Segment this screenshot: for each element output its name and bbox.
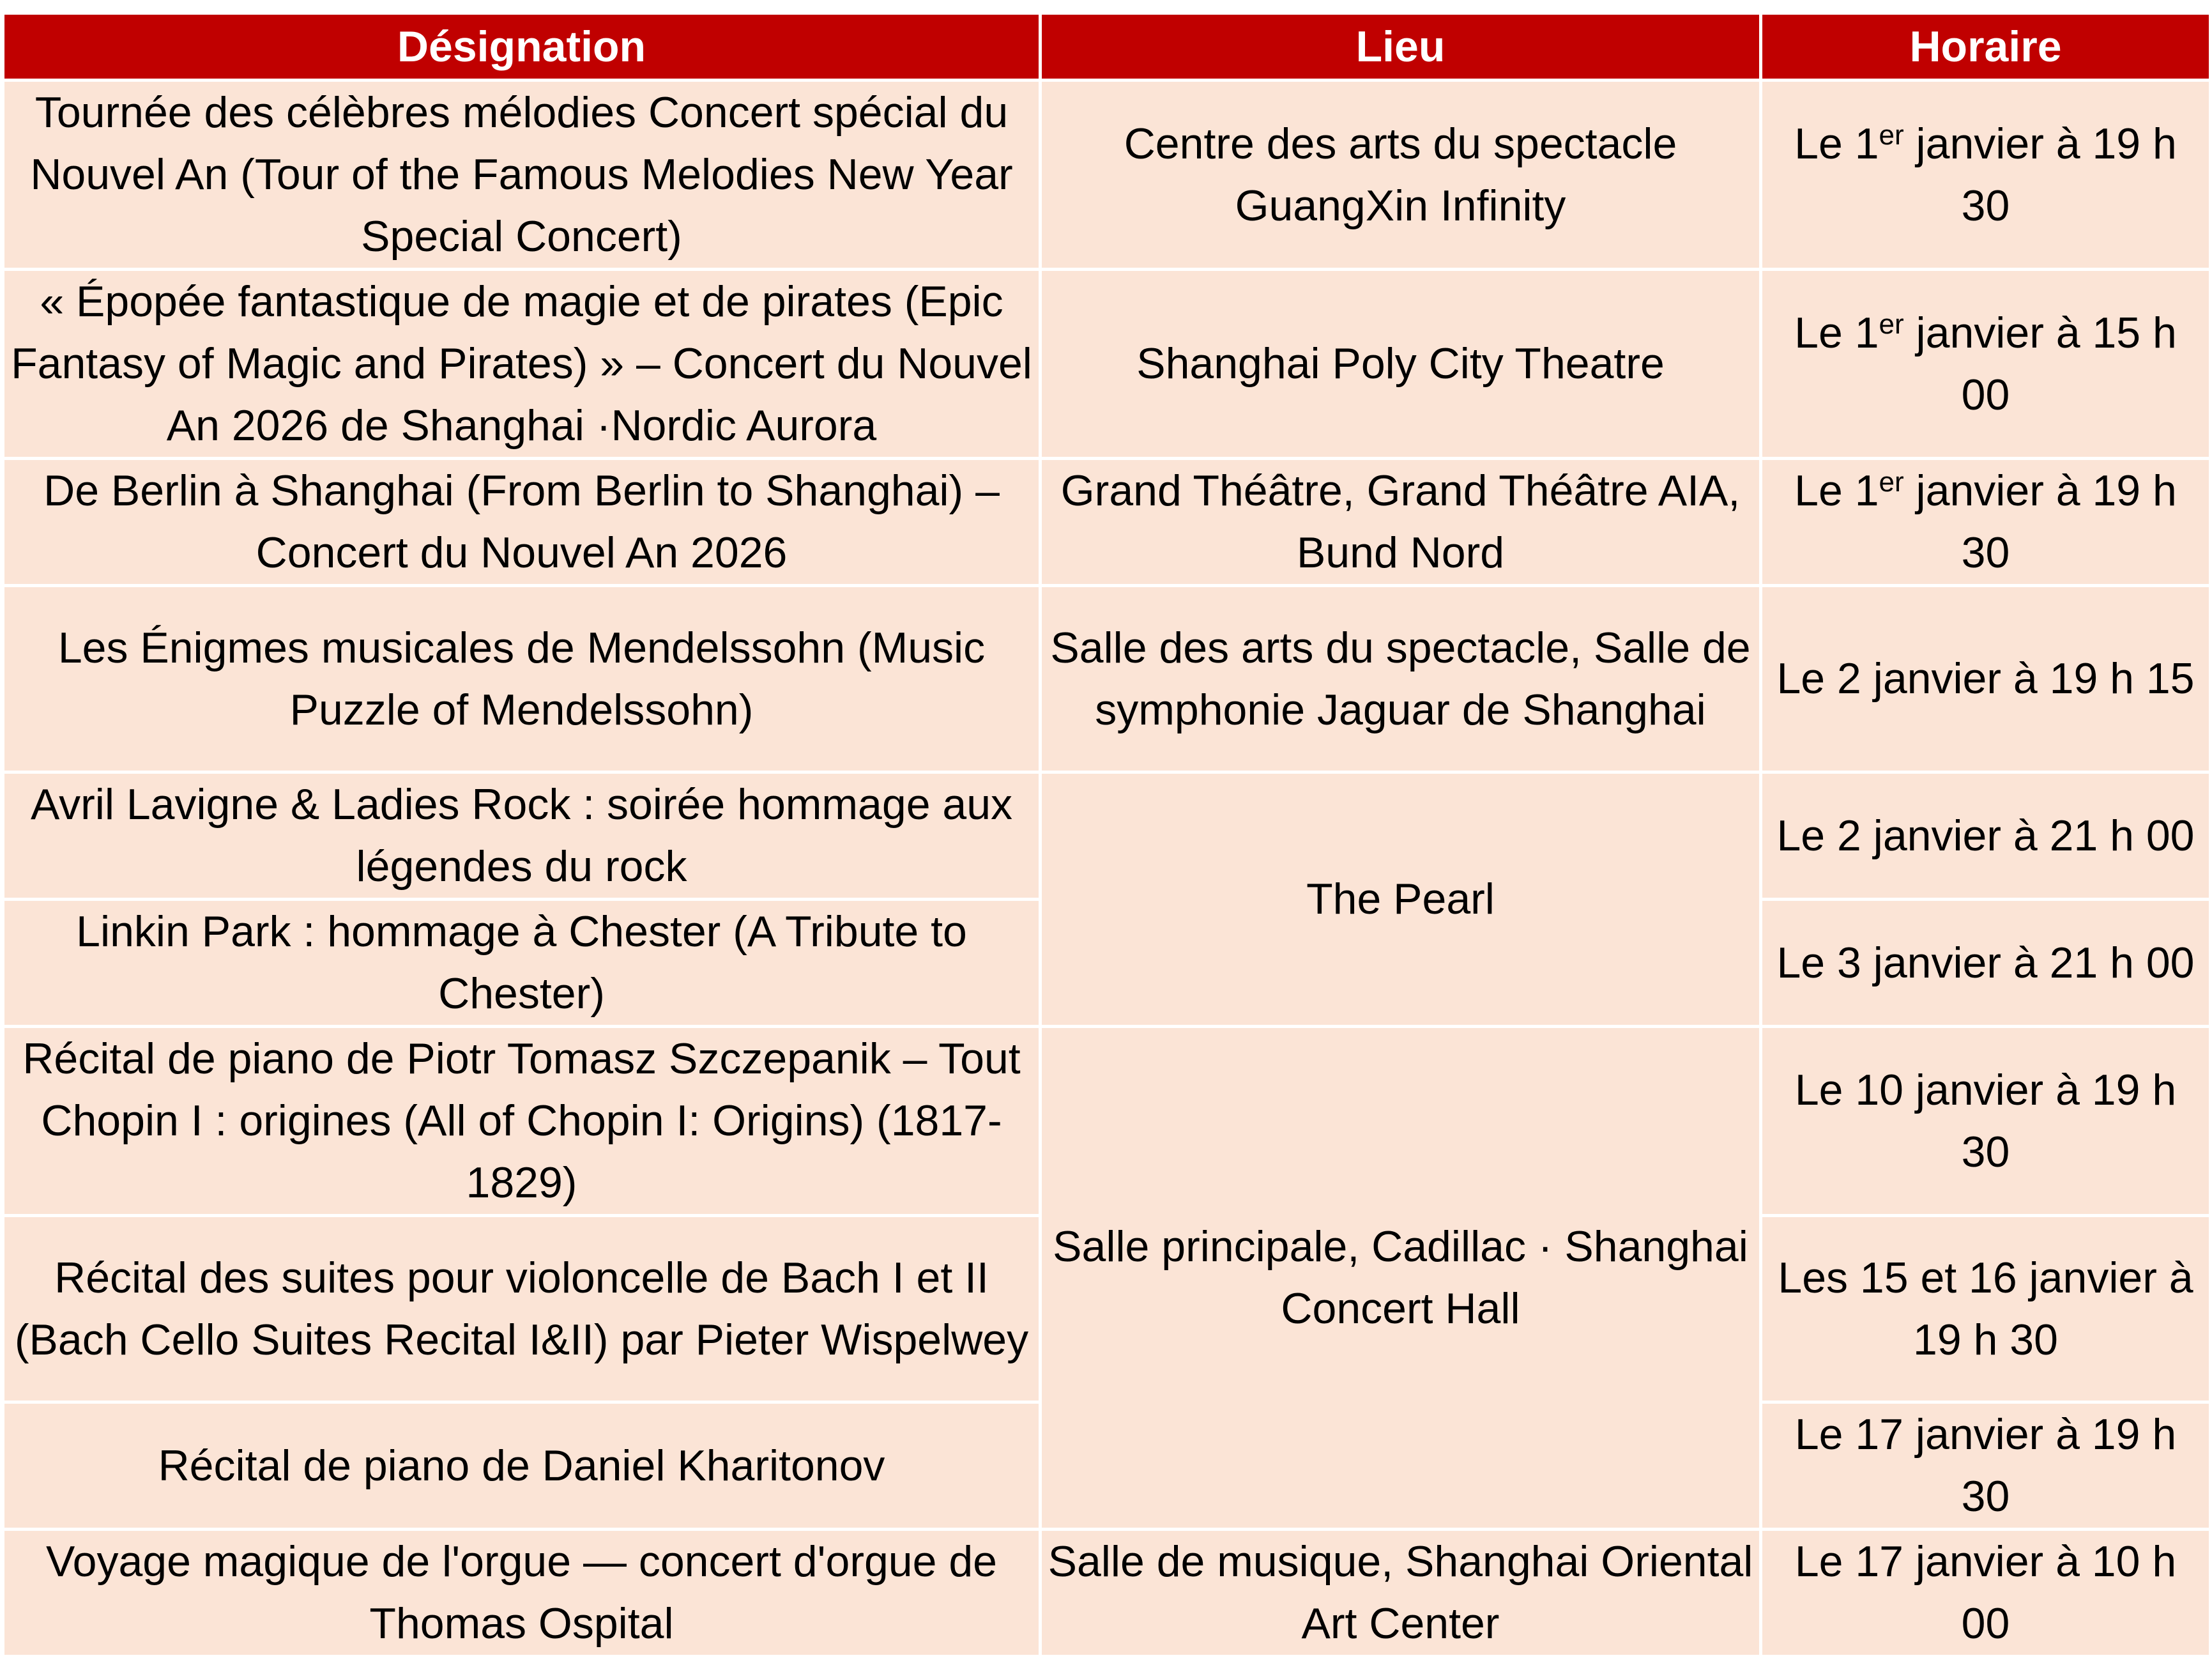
lieu-cell: Grand Théâtre, Grand Théâtre AIA, Bund Nord [1041, 459, 1761, 586]
horaire-cell: Le 2 janvier à 19 h 15 [1761, 586, 2211, 772]
designation-cell: « Épopée fantastique de magie et de pirates (Epic Fantasy of Magic and Pirates) » – Concert du Nouvel An 2026 de Shanghai ·Nordic Aurora [3, 270, 1041, 459]
lieu-cell: Salle de musique, Shanghai Oriental Art Center [1041, 1530, 1761, 1657]
ordinal-suffix: er [1879, 308, 1904, 340]
horaire-cell [1761, 270, 2211, 459]
horaire-text: Le 1 [1794, 119, 1879, 168]
designation-cell: Avril Lavigne & Ladies Rock : soirée hommage aux légendes du rock [3, 772, 1041, 900]
table-row [3, 270, 2211, 459]
designation-cell: Les Énigmes musicales de Mendelssohn (Music Puzzle of Mendelssohn) [3, 586, 1041, 772]
header-lieu: Lieu [1041, 13, 1761, 81]
horaire-text: janvier à 19 h 30 [1903, 119, 2177, 230]
table-row [3, 586, 2211, 772]
lieu-cell: Shanghai Poly City Theatre [1041, 270, 1761, 459]
events-table [1, 12, 2212, 1658]
table-row [3, 81, 2211, 270]
ordinal-suffix: er [1879, 466, 1904, 498]
designation-cell: Récital de piano de Piotr Tomasz Szczepanik – Tout Chopin I : origines (All of Chopin I: Origins) (1817-1829) [3, 1027, 1041, 1216]
horaire-text: Le 1 [1794, 466, 1879, 515]
table-row [3, 772, 2211, 900]
designation-cell: Voyage magique de l'orgue — concert d'orgue de Thomas Ospital [3, 1530, 1041, 1657]
designation-cell: Récital des suites pour violoncelle de Bach I et II (Bach Cello Suites Recital I&II) par Pieter Wispelwey [3, 1216, 1041, 1402]
horaire-text: Le 1 [1794, 308, 1879, 357]
lieu-cell: Centre des arts du spectacle GuangXin Infinity [1041, 81, 1761, 270]
header-designation: Désignation [3, 13, 1041, 81]
designation-cell: Récital de piano de Daniel Kharitonov [3, 1402, 1041, 1530]
horaire-cell: Les 15 et 16 janvier à 19 h 30 [1761, 1216, 2211, 1402]
horaire-cell: Le 17 janvier à 10 h 00 [1761, 1530, 2211, 1657]
table-row [3, 459, 2211, 586]
designation-cell: De Berlin à Shanghai (From Berlin to Shanghai) – Concert du Nouvel An 2026 [3, 459, 1041, 586]
designation-cell: Tournée des célèbres mélodies Concert spécial du Nouvel An (Tour of the Famous Melodies New Year Special Concert) [3, 81, 1041, 270]
table-row [3, 1027, 2211, 1216]
horaire-cell [1761, 81, 2211, 270]
horaire-cell: Le 3 janvier à 21 h 00 [1761, 900, 2211, 1027]
table-row [3, 1530, 2211, 1657]
horaire-cell: Le 17 janvier à 19 h 30 [1761, 1402, 2211, 1530]
header-row [3, 13, 2211, 81]
designation-cell: Linkin Park : hommage à Chester (A Tribute to Chester) [3, 900, 1041, 1027]
horaire-text: janvier à 19 h 30 [1903, 466, 2177, 577]
ordinal-suffix: er [1879, 119, 1904, 151]
horaire-cell [1761, 459, 2211, 586]
horaire-text: janvier à 15 h 00 [1903, 308, 2177, 419]
lieu-cell: Salle des arts du spectacle, Salle de symphonie Jaguar de Shanghai [1041, 586, 1761, 772]
horaire-cell: Le 2 janvier à 21 h 00 [1761, 772, 2211, 900]
lieu-cell: The Pearl [1041, 772, 1761, 1027]
horaire-cell: Le 10 janvier à 19 h 30 [1761, 1027, 2211, 1216]
header-horaire: Horaire [1761, 13, 2211, 81]
lieu-cell: Salle principale, Cadillac · Shanghai Concert Hall [1041, 1027, 1761, 1530]
